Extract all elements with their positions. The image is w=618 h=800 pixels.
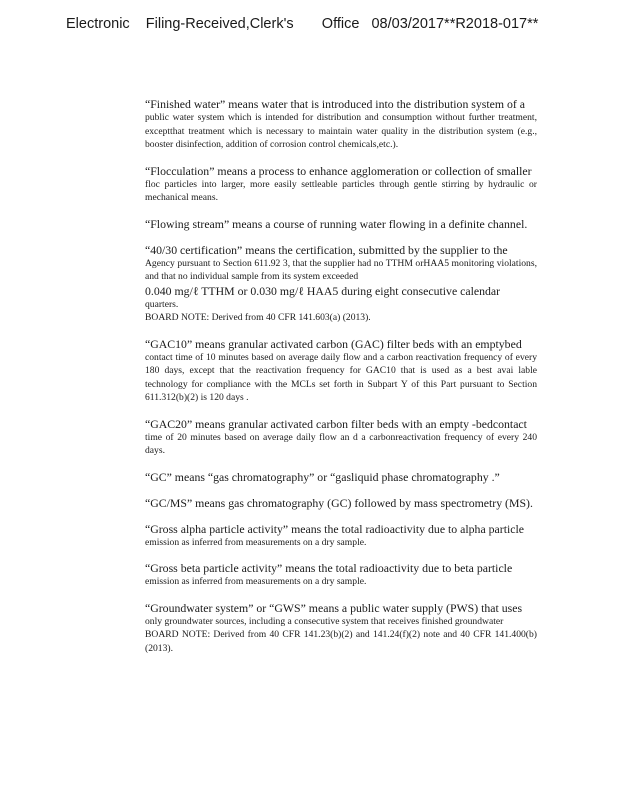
definition-lead: “Flowing stream” means a course of running water flowing in a definite channel.: [145, 216, 528, 231]
definition-lead: “GC” means “gas chromatography” or “gasliquid phase chromatography .”: [145, 469, 500, 484]
definition-gac10: [145, 337, 537, 405]
definition-lead: “Finished water” means water that is introduced into the distribution system of a: [145, 97, 526, 111]
definition-lead: “Gross alpha particle activity” means the total radioactivity due to alpha particle: [145, 521, 524, 536]
definition-lead: “Flocculation” means a process to enhance agglomeration or collection of smaller: [145, 163, 532, 178]
filing-header: Electronic Filing-Received,Clerk's Office 08/03/2017**R2018-017**: [66, 16, 539, 32]
definition-continued: 0.040 mg/ℓ TTHM or 0.030 mg/ℓ HAA5 during eight consecutive calendar: [145, 283, 501, 298]
definition-gc-ms: [145, 496, 537, 510]
definition-gc: [145, 470, 537, 484]
definition-lead: “GAC10” means granular activated carbon (GAC) filter beds with an emptybed: [145, 336, 522, 351]
definition-lead: “Groundwater system” or “GWS” means a public water supply (PWS) that uses: [145, 600, 523, 615]
definition-lead: “40/30 certification” means the certification, submitted by the supplier to the: [145, 242, 508, 257]
definition-text: time of 20 minutes based on average daily flow an d a carbonreactivation frequency of every 240 days.: [145, 431, 537, 456]
definitions-body: [145, 97, 537, 667]
definition-gac20: [145, 417, 537, 458]
definition-lead: “GC/MS” means gas chromatography (GC) followed by mass spectrometry (MS).: [145, 495, 533, 510]
board-note: BOARD NOTE: Derived from 40 CFR 141.603(a) (2013).: [145, 312, 371, 323]
definition-text-end: quarters.: [145, 298, 179, 310]
definition-text: emission as inferred from measurements on a dry sample.: [145, 576, 367, 587]
definition-lead: “GAC20” means granular activated carbon filter beds with an empty -bedcontact: [145, 416, 527, 431]
definition-flocculation: [145, 164, 537, 205]
definition-gross-beta: [145, 561, 537, 589]
definition-text: public water system which is intended for distribution and consumption without further treatment, exceptthat treatment which is necessary to maintain water quality in the distribution system (e.g., booster disinfection, addition of corrosion control chemicals,etc.).: [145, 112, 537, 150]
definition-text: floc particles into larger, more easily settleable particles through gentle stirring by hydraulic or mechanical means.: [145, 178, 537, 203]
definition-text: Agency pursuant to Section 611.92 3, that the supplier had no TTHM orHAA5 monitoring violations, and that no individual sample from its system exceeded: [145, 257, 537, 282]
definition-40-30-certification: [145, 243, 537, 325]
definition-text: contact time of 10 minutes based on average daily flow and a carbon reactivation frequency of every 180 days, except that the reactivation frequency for GAC10 that is used as a best avai lable technology for compliance with the MCLs set forth in Subpart Y of this Part pursuant to Section 611.312(b)(2) is 120 days .: [145, 351, 537, 403]
definition-groundwater-system: [145, 601, 537, 656]
definition-flowing-stream: [145, 217, 537, 231]
definition-gross-alpha: [145, 522, 537, 550]
definition-text: only groundwater sources, including a consecutive system that receives finished groundwater: [145, 615, 504, 627]
definition-lead: “Gross beta particle activity” means the total radioactivity due to beta particle: [145, 561, 513, 575]
board-note: BOARD NOTE: Derived from 40 CFR 141.23(b)(2) and 141.24(f)(2) note and 40 CFR 141.400(b) (2013).: [145, 629, 537, 654]
definition-text: emission as inferred from measurements on a dry sample.: [145, 536, 367, 548]
definition-finished-water: [145, 97, 537, 152]
